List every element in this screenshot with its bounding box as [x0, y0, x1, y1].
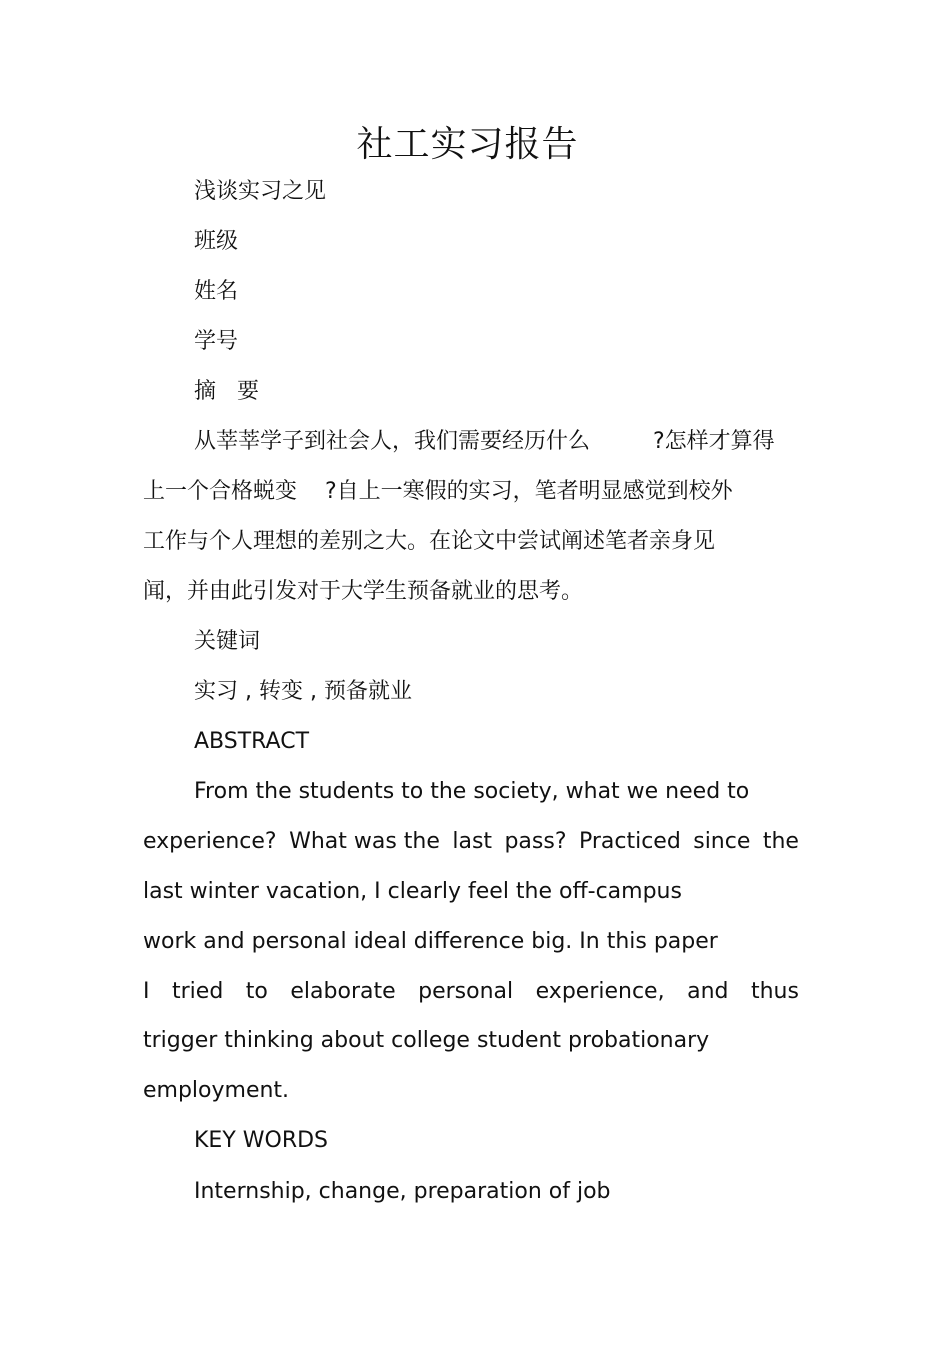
abstract-en-word: elaborate: [290, 979, 396, 1004]
abstract-en-line: trigger thinking about college student probationary: [143, 1028, 710, 1053]
document-subtitle: 浅谈实习之见: [194, 179, 327, 204]
keywords-cn: 实习 , 转变 , 预备就业: [194, 679, 412, 704]
keywords-en: Internship, change, preparation of job: [194, 1179, 611, 1204]
abstract-en-line: work and personal ideal difference big. In this paper: [143, 929, 718, 954]
abstract-en-word: pass?: [504, 829, 567, 854]
document-title: 社工实习报告: [356, 124, 579, 165]
abstract-cn-line: 工作与个人理想的差别之大。在论文中尝试阐述笔者亲身见: [143, 529, 716, 554]
abstract-cn-line: 从莘莘学子到社会人，我们需要经历什么 ?怎样才算得: [194, 429, 775, 454]
abstract-en-word: personal: [418, 979, 514, 1004]
abstract-en-word: What was the: [289, 829, 440, 854]
keywords-heading-en: KEY WORDS: [194, 1128, 329, 1153]
abstract-en-line-justified: [143, 827, 799, 857]
abstract-en-line-justified: [143, 977, 799, 1007]
abstract-en-word: I: [143, 979, 150, 1004]
abstract-en-word: experience,: [535, 979, 665, 1004]
abstract-heading-en: ABSTRACT: [194, 729, 310, 754]
abstract-en-line: From the students to the society, what we need to: [194, 779, 750, 804]
abstract-en-word: experience?: [143, 829, 277, 854]
field-class-label: 班级: [194, 229, 239, 254]
abstract-en-line: employment.: [143, 1078, 290, 1103]
field-name-label: 姓名: [194, 279, 239, 304]
keywords-heading-cn: 关键词: [194, 629, 261, 654]
abstract-en-word: to: [245, 979, 268, 1004]
abstract-en-line: last winter vacation, I clearly feel the off-campus: [143, 879, 682, 904]
abstract-en-word: the: [762, 829, 799, 854]
abstract-en-word: Practiced: [578, 829, 681, 854]
abstract-cn-line: 闻，并由此引发对于大学生预备就业的思考。: [143, 579, 584, 604]
abstract-en-word: and: [687, 979, 729, 1004]
abstract-cn-line: 上一个合格蜕变 ?自上一寒假的实习，笔者明显感觉到校外: [143, 479, 733, 504]
abstract-en-word: last: [452, 829, 493, 854]
field-id-label: 学号: [194, 329, 239, 354]
abstract-en-word: tried: [172, 979, 224, 1004]
abstract-en-word: since: [693, 829, 751, 854]
abstract-en-word: thus: [750, 979, 799, 1004]
abstract-heading-cn: 摘 要: [194, 379, 259, 404]
